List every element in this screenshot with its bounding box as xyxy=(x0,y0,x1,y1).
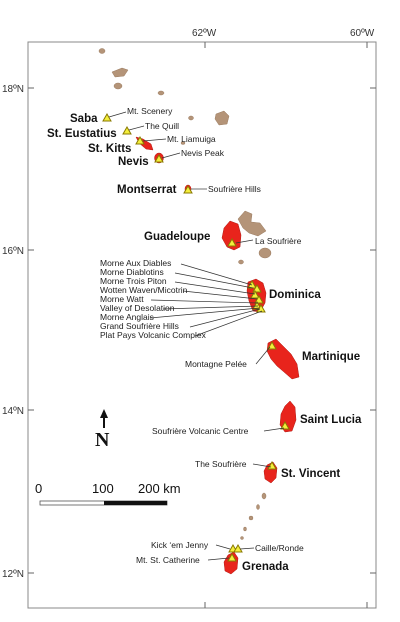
frame-ticks xyxy=(28,42,376,608)
north-label: N xyxy=(95,429,110,451)
scale-label-100: 100 xyxy=(92,481,114,496)
volcano-label-morne-trois-piton: Morne Trois Piton xyxy=(100,276,167,286)
volcano-label-wotten-waven: Wotten Waven/Micotrin xyxy=(100,285,188,295)
volcano-label-morne-anglais: Morne Anglais xyxy=(100,312,154,322)
volcano-label-mt-scenery: Mt. Scenery xyxy=(127,106,173,116)
volcano-label-valley-of-desolation: Valley of Desolation xyxy=(100,303,175,313)
volcano-label-montagne-pelee: Montagne Pelée xyxy=(185,359,247,369)
scale-bar xyxy=(35,481,181,505)
lon-label-62w: 62ºW xyxy=(192,28,217,39)
marker-mt-scenery xyxy=(103,114,111,121)
island-label-saint-lucia: Saint Lucia xyxy=(300,414,362,426)
volcano-label-the-soufriere: The Soufrière xyxy=(195,459,247,469)
island-label-saba: Saba xyxy=(70,113,98,125)
volcano-label-plat-pays: Plat Pays Volcanic Complex xyxy=(100,330,206,340)
island-label-st-eustatius: St. Eustatius xyxy=(47,128,117,140)
lat-label-14n: 14ºN xyxy=(2,406,24,417)
map-frame xyxy=(28,42,376,608)
volcano-label-grand-soufriere-hills: Grand Soufrière Hills xyxy=(100,321,179,331)
lat-label-18n: 18ºN xyxy=(2,84,24,95)
volcano-label-mt-liamuiga: Mt. Liamuiga xyxy=(167,134,216,144)
volcano-label-soufriere-volcanic-centre: Soufrière Volcanic Centre xyxy=(152,426,249,436)
island-label-grenada: Grenada xyxy=(242,561,289,573)
island-label-st-kitts: St. Kitts xyxy=(88,143,132,155)
volcano-label-morne-aux-diables: Morne Aux Diables xyxy=(100,258,172,268)
island-label-martinique: Martinique xyxy=(302,351,361,363)
north-arrow-icon xyxy=(95,409,110,451)
island-label-guadeloupe: Guadeloupe xyxy=(144,231,211,243)
volcano-label-morne-diablotins: Morne Diablotins xyxy=(100,267,164,277)
island-label-st-vincent: St. Vincent xyxy=(281,468,341,480)
volcano-label-morne-watt: Morne Watt xyxy=(100,294,144,304)
island-label-dominica: Dominica xyxy=(269,289,321,301)
volcano-label-soufriere-hills: Soufrière Hills xyxy=(208,184,261,194)
volcano-label-la-soufriere: La Soufrière xyxy=(255,236,302,246)
volcanic-islands xyxy=(136,137,299,574)
lat-label-16n: 16ºN xyxy=(2,246,24,257)
island-label-nevis: Nevis xyxy=(118,156,149,168)
island-label-montserrat: Montserrat xyxy=(117,184,177,196)
volcano-label-nevis-peak: Nevis Peak xyxy=(181,148,224,158)
volcano-label-caille-ronde: Caille/Ronde xyxy=(255,543,304,553)
scale-label-0: 0 xyxy=(35,481,43,496)
lon-label-60w: 60ºW xyxy=(350,28,375,39)
volcano-label-mt-st-catherine: Mt. St. Catherine xyxy=(136,555,200,565)
marker-the-quill xyxy=(123,127,131,134)
volcano-label-the-quill: The Quill xyxy=(145,121,180,131)
volcano-label-kick-em-jenny: Kick ‘em Jenny xyxy=(151,540,209,550)
scale-label-200: 200 km xyxy=(138,481,181,496)
lat-label-12n: 12ºN xyxy=(2,569,24,580)
